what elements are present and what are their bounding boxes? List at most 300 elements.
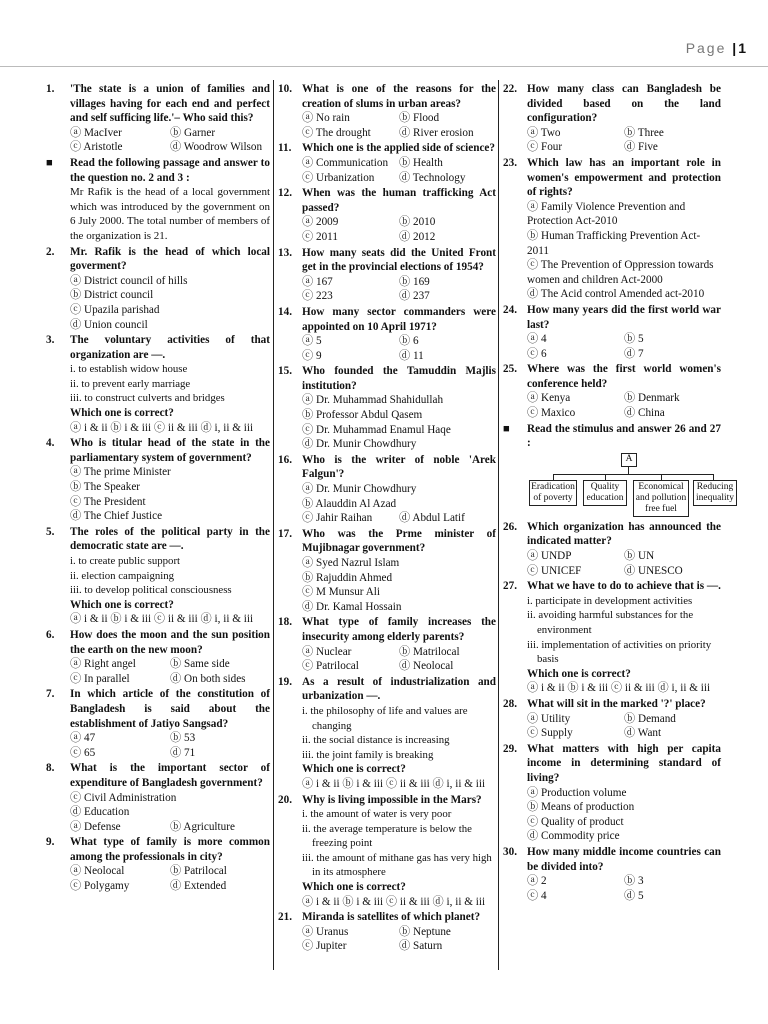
question-text: How many seats did the United Front get in the provincial elections of 1954? bbox=[302, 246, 496, 274]
answer-option: ⓓ 5 bbox=[624, 889, 644, 902]
question-body bbox=[278, 334, 496, 363]
answer-option: ⓒ 223 bbox=[302, 290, 333, 303]
question-text: Which law has an important role in women's empowerment and protection of rights? bbox=[527, 156, 721, 199]
question-stem bbox=[503, 82, 721, 126]
question-item bbox=[278, 453, 496, 526]
answer-option: ⓑ Three bbox=[624, 126, 664, 139]
answer-options bbox=[302, 215, 496, 244]
answer-option: ⓑ Matrilocal bbox=[399, 645, 460, 658]
answer-option: ⓒ Urbanization bbox=[302, 171, 375, 184]
answer-option: ⓒ Four bbox=[527, 141, 563, 154]
answer-option: ⓑ 53 bbox=[170, 732, 196, 745]
question-number: 17. bbox=[278, 527, 292, 540]
diagram-box: Economical and pollution free fuel bbox=[633, 480, 689, 517]
answer-option: ⓐ Utility bbox=[527, 712, 571, 725]
question-number: 18. bbox=[278, 616, 292, 629]
question-text: How many years did the first world war last? bbox=[527, 303, 721, 331]
page-number: Page |1 bbox=[685, 40, 748, 56]
which-correct-label: Which one is correct? bbox=[70, 407, 174, 420]
question-number: 5. bbox=[46, 525, 55, 538]
question-stem bbox=[503, 422, 721, 451]
question-item bbox=[278, 527, 496, 615]
answer-options bbox=[527, 332, 721, 361]
diagram-box: Quality education bbox=[583, 480, 627, 506]
answer-option: ⓒ Upazila parishad bbox=[70, 303, 160, 316]
question-body bbox=[278, 215, 496, 244]
question-item bbox=[503, 303, 721, 361]
answer-option: ⓑ Alauddin Al Azad bbox=[302, 497, 397, 510]
question-body bbox=[46, 126, 270, 155]
answer-option: ⓐ 2009 bbox=[302, 216, 339, 229]
question-text: The voluntary activities of that organization are —. bbox=[70, 334, 270, 361]
question-text: What type of family is more common among the professionals in city? bbox=[70, 836, 270, 863]
answer-options bbox=[527, 712, 721, 741]
answer-option: ⓓ China bbox=[624, 407, 665, 420]
question-text: Which one is the applied side of science? bbox=[302, 142, 495, 155]
question-number: 16. bbox=[278, 453, 292, 466]
answer-option: ⓒ Maxico bbox=[527, 407, 576, 420]
question-text: What is the important sector of expenditure of Bangladesh government? bbox=[70, 762, 270, 789]
question-number: 22. bbox=[503, 83, 517, 95]
question-body bbox=[46, 274, 270, 332]
answer-option: ⓒ 4 bbox=[527, 889, 547, 902]
question-item bbox=[503, 82, 721, 155]
answer-option: ⓐ Nuclear bbox=[302, 645, 352, 658]
question-stem bbox=[503, 742, 721, 786]
answer-option: ⓓ Abdul Latif bbox=[399, 512, 465, 525]
answer-option: ⓓ Neolocal bbox=[399, 660, 454, 673]
answer-options bbox=[302, 645, 496, 674]
question-body bbox=[278, 807, 496, 909]
answer-option: ⓐ MacIver bbox=[70, 126, 122, 139]
question-number: 10. bbox=[278, 83, 292, 95]
answer-options bbox=[70, 657, 270, 686]
answer-option: ⓑ 169 bbox=[399, 275, 430, 288]
answer-options bbox=[302, 334, 496, 363]
question-number: 12. bbox=[278, 187, 292, 200]
answer-option: ⓑ UN bbox=[624, 550, 655, 563]
question-stem bbox=[278, 910, 496, 925]
answer-option: ⓐ UNDP bbox=[527, 550, 572, 563]
statement: iii. implementation of activities on priority basis bbox=[527, 638, 712, 666]
answer-option: ⓑ 6 bbox=[399, 335, 419, 348]
answer-option: ⓒ Quality of product bbox=[527, 815, 624, 828]
question-column-3 bbox=[503, 82, 734, 1002]
answer-option: ⓑ Professor Abdul Qasem bbox=[302, 409, 423, 422]
question-stem bbox=[503, 520, 721, 549]
header-rule bbox=[0, 66, 768, 67]
answer-option: ⓓ Union council bbox=[70, 318, 148, 331]
question-text: How many class can Bangladesh be divided based on the land configuration? bbox=[527, 83, 721, 125]
answer-option: ⓐ Dr. Munir Chowdhury bbox=[302, 483, 417, 496]
answer-options bbox=[302, 111, 496, 140]
question-body bbox=[503, 549, 721, 578]
answer-options bbox=[302, 925, 496, 954]
question-number: 2. bbox=[46, 245, 55, 258]
question-number: 19. bbox=[278, 675, 292, 688]
answer-option: ⓓ UNESCO bbox=[624, 564, 683, 577]
answer-option: ⓒ M Munsur Ali bbox=[302, 586, 381, 599]
question-text: How many sector commanders were appointed on 10 April 1971? bbox=[302, 305, 496, 333]
question-item bbox=[46, 628, 270, 686]
question-text: Read the following passage and answer to the question no. 2 and 3 : bbox=[70, 156, 270, 184]
answer-option: ⓒ Jupiter bbox=[302, 940, 347, 953]
answer-option: ⓓ The Acid control Amended act-2010 bbox=[527, 288, 705, 301]
answer-option: ⓐ The prime Minister bbox=[70, 466, 171, 479]
question-text: The roles of the political party in the democratic state are —. bbox=[70, 525, 270, 553]
answer-option: ⓐ Neolocal bbox=[70, 865, 125, 878]
question-body bbox=[46, 864, 270, 893]
question-item bbox=[46, 761, 270, 834]
answer-option: ⓑ 3 bbox=[624, 875, 644, 888]
question-number: ■ bbox=[503, 422, 510, 435]
answer-options bbox=[527, 391, 721, 420]
answer-option: ⓒ 2011 bbox=[302, 230, 338, 243]
answer-option: ⓐ Defense bbox=[70, 820, 121, 833]
question-number: 13. bbox=[278, 246, 292, 259]
answer-option: ⓓ Want bbox=[624, 727, 662, 740]
statement: iii. to construct culverts and bridges bbox=[70, 392, 225, 405]
question-item bbox=[278, 615, 496, 673]
question-stem bbox=[278, 246, 496, 275]
question-item bbox=[503, 362, 721, 420]
question-number: 21. bbox=[278, 911, 292, 924]
column-divider bbox=[273, 80, 274, 970]
question-number: 28. bbox=[503, 697, 517, 710]
question-item bbox=[46, 82, 270, 155]
answer-option: ⓐ Two bbox=[527, 126, 561, 139]
answer-option: ⓑ Flood bbox=[399, 112, 440, 125]
answer-option: ⓒ The drought bbox=[302, 126, 371, 139]
question-number: ■ bbox=[46, 156, 53, 169]
option-line: ⓐ i & ii ⓑ i & iii ⓒ ii & iii ⓓ i, ii & iii bbox=[70, 613, 254, 626]
question-item bbox=[278, 246, 496, 304]
question-stem bbox=[278, 615, 496, 644]
answer-option: ⓑ District council bbox=[70, 289, 154, 302]
answer-option: ⓐ Communication bbox=[302, 156, 389, 169]
question-number: 15. bbox=[278, 365, 292, 378]
answer-options bbox=[527, 874, 721, 903]
question-text: Mr. Rafik is the head of which local goverment? bbox=[70, 245, 270, 273]
statement: i. participate in development activities bbox=[527, 594, 693, 607]
answer-options bbox=[302, 275, 496, 304]
question-number: 4. bbox=[46, 437, 55, 450]
diagram-box: Eradication of poverty bbox=[529, 480, 577, 506]
answer-option: ⓒ The Prevention of Oppression towards women and children Act-2000 bbox=[527, 259, 714, 286]
question-text: Miranda is satellites of which planet? bbox=[302, 911, 481, 924]
answer-option: ⓑ 5 bbox=[624, 333, 644, 346]
question-body bbox=[503, 712, 721, 741]
question-item bbox=[278, 186, 496, 244]
which-correct-label: Which one is correct? bbox=[302, 763, 406, 776]
answer-option: ⓑ Patrilocal bbox=[170, 865, 227, 878]
diagram-connector bbox=[628, 467, 629, 474]
statement: ii. the average temperature is below the freezing point bbox=[302, 822, 472, 850]
question-body bbox=[46, 731, 270, 760]
question-item bbox=[46, 687, 270, 760]
option-line: ⓐ i & ii ⓑ i & iii ⓒ ii & iii ⓓ i, ii & iii bbox=[302, 777, 486, 790]
answer-options bbox=[527, 549, 721, 578]
question-item bbox=[503, 520, 721, 578]
answer-option: ⓓ Technology bbox=[399, 171, 466, 184]
statement: ii. avoiding harmful substances for the environment bbox=[527, 609, 694, 636]
stimulus-diagram bbox=[527, 453, 734, 519]
answer-option: ⓒ Jahir Raihan bbox=[302, 512, 373, 525]
answer-option: ⓓ Dr. Kamal Hossain bbox=[302, 600, 402, 613]
question-body bbox=[503, 126, 721, 155]
option-line: ⓐ i & ii ⓑ i & iii ⓒ ii & iii ⓓ i, ii & iii bbox=[527, 682, 711, 695]
answer-option: ⓓ Woodrow Wilson bbox=[170, 141, 263, 154]
question-item bbox=[278, 675, 496, 792]
question-number: 1. bbox=[46, 83, 55, 95]
question-number: 7. bbox=[46, 688, 55, 701]
answer-option: ⓐ Dr. Muhammad Shahidullah bbox=[302, 394, 444, 407]
question-body bbox=[503, 200, 721, 302]
statement: ii. the social distance is increasing bbox=[302, 734, 450, 747]
option-line: ⓐ i & ii ⓑ i & iii ⓒ ii & iii ⓓ i, ii & iii bbox=[302, 895, 486, 908]
question-item bbox=[46, 333, 270, 435]
which-correct-label: Which one is correct? bbox=[527, 667, 631, 680]
question-item bbox=[278, 305, 496, 363]
answer-option: ⓓ Five bbox=[624, 141, 658, 154]
question-body bbox=[278, 645, 496, 674]
question-item bbox=[503, 579, 721, 696]
answer-option: ⓒ Civil Administration bbox=[70, 791, 177, 804]
answer-option: ⓑ Health bbox=[399, 156, 443, 169]
question-item bbox=[503, 697, 721, 741]
question-stem bbox=[46, 525, 270, 554]
question-body bbox=[278, 556, 496, 614]
statement: i. the amount of water is very poor bbox=[302, 808, 452, 821]
question-item bbox=[46, 156, 270, 244]
question-number: 30. bbox=[503, 845, 517, 858]
question-stem bbox=[46, 436, 270, 465]
which-correct-label: Which one is correct? bbox=[70, 598, 174, 611]
question-item bbox=[46, 835, 270, 893]
answer-option: ⓐ 167 bbox=[302, 275, 333, 288]
question-body bbox=[46, 791, 270, 835]
answer-option: ⓐ Kenya bbox=[527, 392, 571, 405]
question-body bbox=[278, 275, 496, 304]
question-stem bbox=[46, 333, 270, 362]
answer-option: ⓒ Patrilocal bbox=[302, 660, 359, 673]
statement: iii. the amount of mithane gas has very high in its atmosphere bbox=[302, 851, 492, 879]
answer-option: ⓓ 7 bbox=[624, 347, 644, 360]
question-number: 24. bbox=[503, 303, 517, 316]
question-body bbox=[46, 465, 270, 523]
question-text: 'The state is a union of families and villages having for each end and perfect and self sufficing life.'– Who said this? bbox=[70, 83, 270, 125]
which-correct-label: Which one is correct? bbox=[302, 881, 406, 894]
diagram-top-box: A bbox=[621, 453, 637, 467]
statement: ii. election campaigning bbox=[70, 569, 175, 582]
answer-option: ⓓ 11 bbox=[399, 349, 424, 362]
diagram-box: Reducing inequality bbox=[693, 480, 737, 506]
question-number: 20. bbox=[278, 793, 292, 806]
answer-option: ⓑ The Speaker bbox=[70, 481, 141, 494]
answer-option: ⓓ Saturn bbox=[399, 940, 443, 953]
question-text: Who is the writer of noble 'Arek Falgun'? bbox=[302, 453, 496, 481]
answer-option: ⓓ Extended bbox=[170, 880, 227, 893]
question-number: 9. bbox=[46, 836, 55, 849]
question-body bbox=[503, 391, 721, 420]
question-stem bbox=[278, 186, 496, 215]
answer-option: ⓒ Dr. Muhammad Enamul Haqe bbox=[302, 423, 451, 436]
answer-option: ⓑ Agriculture bbox=[170, 820, 235, 833]
answer-option: ⓒ 6 bbox=[527, 347, 547, 360]
answer-options bbox=[527, 126, 721, 155]
question-item bbox=[503, 845, 721, 903]
question-text: Who is titular head of the state in the parliamentary system of government? bbox=[70, 437, 270, 464]
question-text: Who was the Prme minister of Mujibnagar government? bbox=[302, 527, 496, 555]
statement: i. the philosophy of life and values are changing bbox=[302, 704, 468, 732]
question-stem bbox=[278, 527, 496, 556]
question-stem bbox=[278, 305, 496, 334]
question-stem bbox=[46, 761, 270, 790]
statement: iii. the joint family is breaking bbox=[302, 748, 434, 761]
question-text: When was the human trafficking Act passed? bbox=[302, 187, 496, 214]
question-stem bbox=[278, 364, 496, 393]
answer-option: ⓒ UNICEF bbox=[527, 564, 582, 577]
question-body bbox=[46, 657, 270, 686]
answer-option: ⓑ Human Trafficking Prevention Act-2011 bbox=[527, 229, 701, 257]
answer-option: ⓒ 9 bbox=[302, 349, 322, 362]
answer-options bbox=[302, 156, 496, 185]
question-body bbox=[503, 332, 721, 361]
question-body bbox=[278, 111, 496, 140]
question-text: What is one of the reasons for the creation of slums in urban areas? bbox=[302, 83, 496, 110]
question-stem bbox=[503, 845, 721, 874]
question-item bbox=[278, 793, 496, 910]
question-text: Where was the first world women's conference held? bbox=[527, 363, 721, 390]
answer-option: ⓓ The Chief Justice bbox=[70, 510, 163, 523]
statement: i. to establish widow house bbox=[70, 363, 188, 376]
question-stem bbox=[46, 687, 270, 731]
question-stem bbox=[278, 675, 496, 704]
answer-option: ⓓ 237 bbox=[399, 290, 430, 303]
question-stem bbox=[46, 628, 270, 657]
question-stem bbox=[503, 697, 721, 712]
answer-option: ⓓ On both sides bbox=[170, 672, 246, 685]
question-body bbox=[278, 925, 496, 954]
column-divider bbox=[498, 80, 499, 970]
answer-option: ⓓ Education bbox=[70, 806, 130, 819]
answer-option: ⓐ No rain bbox=[302, 112, 350, 125]
answer-option: ⓓ River erosion bbox=[399, 126, 474, 139]
question-text: What will sit in the marked '?' place? bbox=[527, 697, 706, 710]
question-stem bbox=[46, 82, 270, 126]
question-body bbox=[46, 185, 270, 243]
answer-option: ⓑ Demand bbox=[624, 712, 676, 725]
statement: i. to create public support bbox=[70, 555, 181, 567]
question-column-2 bbox=[278, 82, 496, 1002]
question-body bbox=[278, 482, 496, 526]
answer-option: ⓒ In parallel bbox=[70, 672, 130, 685]
question-number: 6. bbox=[46, 628, 55, 641]
answer-option: ⓓ Dr. Munir Chowdhury bbox=[302, 438, 417, 451]
question-text: Read the stimulus and answer 26 and 27 : bbox=[527, 422, 721, 450]
answer-options bbox=[70, 820, 270, 835]
answer-option: ⓐ Syed Nazrul Islam bbox=[302, 557, 400, 569]
passage-text: Mr Rafik is the head of a local government which was introduced by the government on 6 July 2000. The total number of members of the organization is 21. bbox=[70, 186, 270, 242]
answer-option: ⓒ 65 bbox=[70, 746, 96, 759]
diagram-connector bbox=[553, 474, 713, 475]
answer-option: ⓐ Production volume bbox=[527, 786, 627, 799]
answer-option: ⓐ District council of hills bbox=[70, 274, 188, 287]
question-body bbox=[503, 594, 721, 696]
question-stem bbox=[46, 156, 270, 185]
question-item bbox=[46, 436, 270, 524]
question-text: Who founded the Tamuddin Majlis institution? bbox=[302, 365, 496, 392]
question-text: In which article of the constitution of Bangladesh is said about the establishment of Jatiyo Sangsad? bbox=[70, 688, 270, 730]
question-text: What type of family increases the insecurity among elderly parents? bbox=[302, 616, 496, 643]
question-body bbox=[503, 786, 721, 844]
answer-option: ⓑ Denmark bbox=[624, 392, 680, 405]
answer-option: ⓐ Uranus bbox=[302, 925, 349, 938]
answer-options bbox=[302, 511, 496, 526]
statement: iii. to develop political consciousness bbox=[70, 584, 232, 597]
answer-option: ⓑ 2010 bbox=[399, 216, 436, 229]
question-body bbox=[503, 874, 721, 903]
question-stem bbox=[503, 362, 721, 391]
question-item bbox=[503, 156, 721, 302]
question-number: 23. bbox=[503, 156, 517, 169]
answer-option: ⓓ 71 bbox=[170, 746, 196, 759]
question-number: 26. bbox=[503, 520, 517, 533]
question-number: 25. bbox=[503, 363, 517, 376]
question-item bbox=[278, 141, 496, 185]
question-text: What matters with high per capita income in determining standard of living? bbox=[527, 742, 721, 784]
question-stem bbox=[278, 453, 496, 482]
question-stem bbox=[278, 141, 496, 156]
question-item bbox=[503, 742, 721, 844]
question-item bbox=[278, 364, 496, 452]
answer-option: ⓑ Garner bbox=[170, 126, 216, 139]
answer-option: ⓐ 5 bbox=[302, 335, 322, 348]
answer-option: ⓐ 4 bbox=[527, 333, 547, 346]
question-number: 29. bbox=[503, 742, 517, 755]
question-stem bbox=[278, 793, 496, 808]
question-text: Which organization has announced the indicated matter? bbox=[527, 520, 721, 548]
question-body bbox=[278, 393, 496, 451]
answer-option: ⓑ Same side bbox=[170, 658, 230, 671]
question-number: 3. bbox=[46, 334, 55, 347]
question-body bbox=[46, 554, 270, 627]
question-text: How many middle income countries can be divided into? bbox=[527, 845, 721, 873]
question-column-1 bbox=[46, 82, 270, 1002]
answer-option: ⓒ Polygamy bbox=[70, 880, 130, 893]
answer-option: ⓒ Aristotle bbox=[70, 141, 123, 154]
question-stem bbox=[503, 303, 721, 332]
question-body bbox=[503, 453, 734, 519]
question-number: 14. bbox=[278, 305, 292, 318]
answer-options bbox=[70, 864, 270, 893]
question-body bbox=[278, 156, 496, 185]
answer-option: ⓐ 47 bbox=[70, 732, 96, 745]
question-stem bbox=[503, 156, 721, 200]
question-text: What we have to do to achieve that is —. bbox=[527, 580, 721, 593]
question-text: As a result of industrialization and urbanization —. bbox=[302, 675, 496, 703]
question-stem bbox=[46, 835, 270, 864]
question-text: How does the moon and the sun position the earth on the new moon? bbox=[70, 628, 270, 656]
option-line: ⓐ i & ii ⓑ i & iii ⓒ ii & iii ⓓ i, ii & iii bbox=[70, 421, 254, 434]
question-stem bbox=[503, 579, 721, 594]
question-stem bbox=[278, 82, 496, 111]
answer-option: ⓑ Neptune bbox=[399, 925, 451, 938]
question-number: 8. bbox=[46, 762, 55, 775]
answer-option: ⓒ Supply bbox=[527, 727, 573, 740]
answer-option: ⓒ The President bbox=[70, 495, 146, 508]
question-item bbox=[278, 82, 496, 140]
